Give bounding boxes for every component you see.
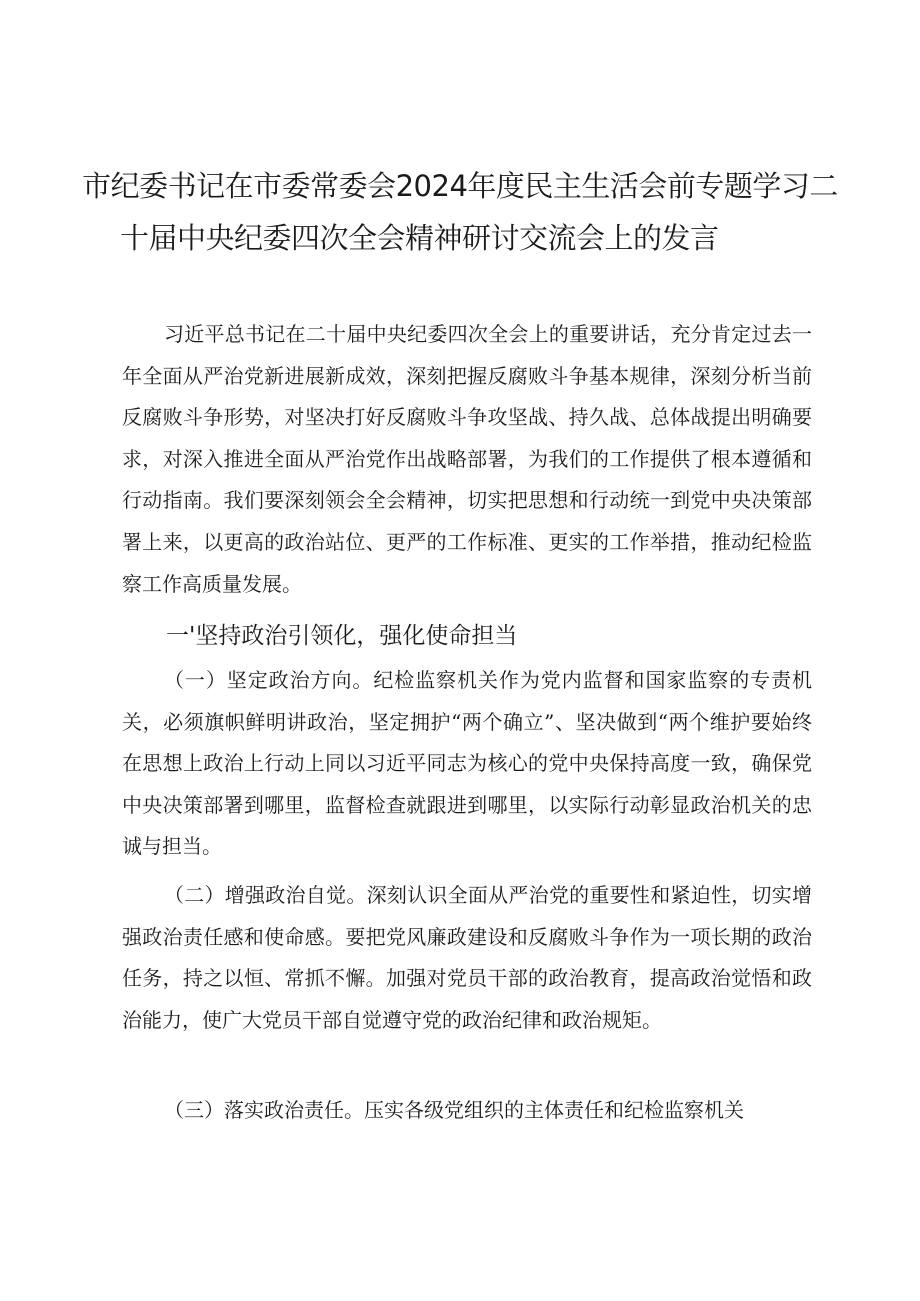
section-1-heading: 一'坚持政治引领化，强化使命担当 — [166, 623, 518, 649]
section-1-item-1: （一）坚定政治方向。纪检监察机关作为党内监督和国家监察的专责机关，必须旗帜鲜明讲政治，坚定拥护“两个确立”、坚决做到“两个维护要始终在思想上政治上行动上同以习近平同志为核心的党中央保持高度一致，确保党中央决策部署到哪里，监督检查就跟进到哪里，以实际行动彰显政治机关的忠诚与担当。 — [122, 668, 812, 859]
section-1-item-3: （三）落实政治责任。压实各级党组织的主体责任和纪检监察机关 — [164, 1098, 744, 1122]
document-title — [60, 160, 860, 264]
document-title-line-1: 市纪委书记在市委常委会2024年度民主生活会前专题学习二 — [82, 169, 838, 203]
document-title-line-2: 十届中央纪委四次全会精神研讨交流会上的发言 — [120, 221, 719, 255]
intro-paragraph: 习近平总书记在二十届中央纪委四次全会上的重要讲话，充分肯定过去一年全面从严治党新进展新成效，深刻把握反腐败斗争基本规律，深刻分析当前反腐败斗争形势，对坚决打好反腐败斗争攻坚战、持久战、总体战提出明确要求，对深入推进全面从严治党作出战略部署，为我们的工作提供了根本遵循和行动指南。我们要深刻领会全会精神，切实把思想和行动统一到党中央决策部署上来，以更高的政治站位、更严的工作标准、更实的工作举措，推动纪检监察工作高质量发展。 — [122, 322, 812, 596]
section-1-item-2: （二）增强政治自觉。深刻认识全面从严治党的重要性和紧迫性，切实增强政治责任感和使命感。要把党风廉政建设和反腐败斗争作为一项长期的政治任务，持之以恒、常抓不懈。加强对党员干部的政治教育，提高政治觉悟和政治能力，使广大党员干部自觉遵守党的政治纪律和政治规矩。 — [122, 883, 812, 1032]
